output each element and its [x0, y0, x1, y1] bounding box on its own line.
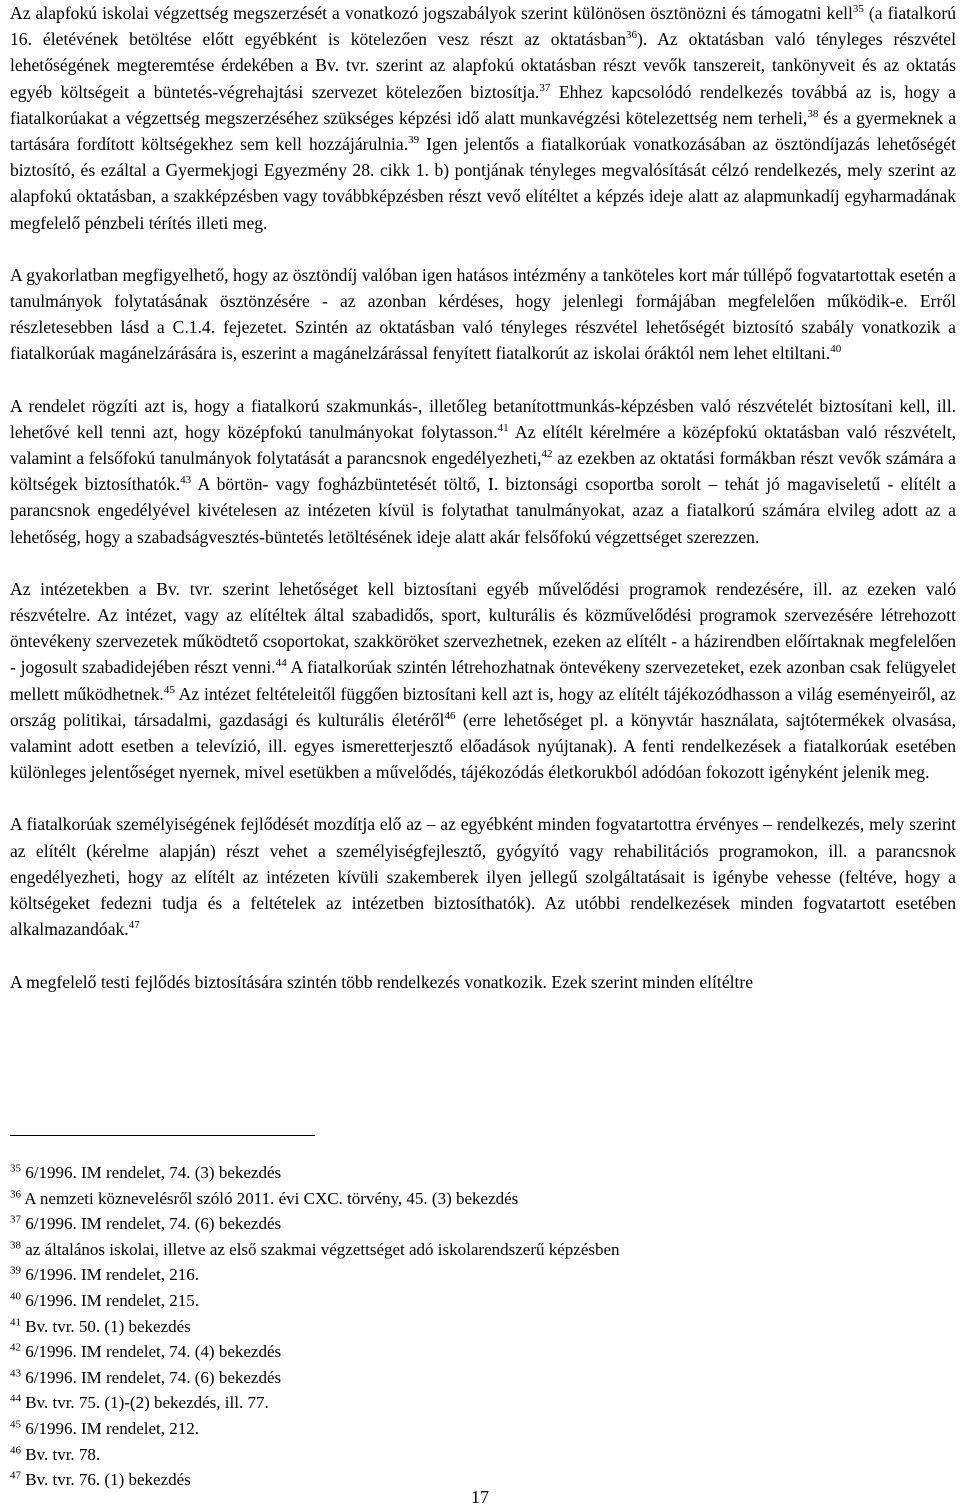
- footnote: [10, 1160, 956, 1186]
- body-text: [10, 0, 956, 995]
- page-number: 17: [471, 1487, 489, 1507]
- text-run: Az intézetekben a Bv. tvr. szerint lehetőséget kell biztosítani egyéb művelődési programok rendezésére, ill. az ezeken való részvételre. Az intézet, vagy az elítéltek által szabadidős, sport, kulturális és közművelődési programok szervezésére létrehozott öntevékeny szervezetek működtető csoportokat, szakköröket szervezhetnek, ezeken az elítélt - a házirendben előírtaknak megfelelően - jogosult szabadidejében részt venni.: [10, 578, 956, 678]
- footnote-reference: 41: [497, 421, 509, 434]
- footnote: [10, 1211, 956, 1237]
- paragraph-4: [10, 576, 956, 786]
- footnote-reference: 44: [275, 657, 287, 670]
- footnote: [10, 1390, 956, 1416]
- footnote-text: Bv. tvr. 78.: [21, 1444, 101, 1464]
- footnote-number: 42: [10, 1341, 21, 1354]
- footnote-number: 37: [10, 1213, 21, 1226]
- footnote-number: 41: [10, 1315, 21, 1328]
- text-run: ). Az oktatásban való tényleges részvétel lehetőségének megteremtése érdekében a Bv. tvr. szerint az alapfokú oktatásban részt vevők tanszereit, tankönyveit és az oktatás egyéb költségeit a büntetés-végrehajtási szervezet kötelezően biztosítja.: [10, 29, 956, 102]
- text-run: A gyakorlatban megfigyelhető, hogy az ösztöndíj valóban igen hatásos intézmény a tanköteles kort már túllépő fogvatartottak esetén a tanulmányok folytatásának ösztönzésére - az azonban kérdéses, hogy jelenlegi formájában megfelelően működik-e. Erről részletesebben lásd a C.1.4. fejezetet. Szintén az oktatásban való tényleges részvétel lehetőségét biztosító szabály vonatkozik a fiatalkorúak magánelzárására is, eszerint a magánelzárással fenyített fiatalkorút az iskolai óráktól nem lehet eltiltani.: [10, 264, 956, 364]
- paragraph-1: [10, 0, 956, 236]
- footnote-text: 6/1996. IM rendelet, 216.: [21, 1265, 199, 1285]
- footnote-number: 46: [10, 1443, 21, 1456]
- footnote-number: 44: [10, 1392, 21, 1405]
- text-run: Az intézet feltételeitől függően biztosítani kell azt is, hogy az elítélt tájékozódhasson a világ eseményeiről, az ország politikai, társadalmi, gazdasági és kulturális életéről: [10, 683, 956, 730]
- footnote: [10, 1288, 956, 1314]
- paragraph-6: [10, 969, 956, 995]
- paragraph-3: [10, 393, 956, 550]
- footnote-separator: [10, 1135, 315, 1136]
- footnote: [10, 1186, 956, 1212]
- footnote-number: 35: [10, 1162, 21, 1175]
- footnote-reference: 45: [163, 683, 175, 696]
- footnote-reference: 38: [807, 107, 819, 120]
- footnote-text: 6/1996. IM rendelet, 74. (6) bekezdés: [21, 1367, 282, 1387]
- footnote-reference: 35: [852, 3, 864, 16]
- text-run: Ehhez kapcsolódó rendelkezés továbbá az is, hogy a fiatalkorúakat a végzettség megszerzéséhez szükséges képzési idő alatt munkavégzési kötelezettség nem terheli,: [10, 81, 956, 128]
- footnote-text: 6/1996. IM rendelet, 74. (4) bekezdés: [21, 1342, 282, 1362]
- footnote: [10, 1339, 956, 1365]
- footnote-text: Bv. tvr. 75. (1)-(2) bekezdés, ill. 77.: [21, 1393, 269, 1413]
- footnote-reference: 47: [128, 919, 140, 932]
- footnote-reference: 42: [541, 448, 553, 461]
- footnote: [10, 1365, 956, 1391]
- footnote-reference: 43: [180, 474, 192, 487]
- footnote-number: 45: [10, 1418, 21, 1431]
- text-run: A megfelelő testi fejlődés biztosítására szintén több rendelkezés vonatkozik. Ezek szerint minden elítéltre: [10, 971, 754, 992]
- text-run: Igen jelentős a fiatalkorúak vonatkozásában az ösztöndíjazás lehetőségét biztosító, és ezáltal a Gyermekjogi Egyezmény 28. cikk 1. b) pontjának tényleges megvalósítását célzó rendelkezés, mely szerint az alapfokú oktatásban, a szakképzésben vagy továbbképzésben részt vevő elítéltet a képzés ideje alatt az alapmunkadíj egyharmadának megfelelő pénzbeli térítés illeti meg.: [10, 134, 956, 233]
- footnote-number: 40: [10, 1290, 21, 1303]
- text-run: Az elítélt kérelmére a középfokú oktatásban való részvételt, valamint a felsőfokú tanulmányok folytatását a parancsnok engedélyezheti,: [10, 421, 957, 469]
- footnote-number: 36: [10, 1187, 21, 1200]
- paragraph-2: [10, 262, 956, 367]
- footnote-reference: 46: [444, 710, 456, 723]
- footnotes: [10, 1160, 956, 1493]
- footnote-text: Bv. tvr. 76. (1) bekezdés: [21, 1470, 191, 1490]
- footnote-text: 6/1996. IM rendelet, 215.: [21, 1290, 199, 1310]
- text-run: Az alapfokú iskolai végzettség megszerzését a vonatkozó jogszabályok szerint különösen ösztönözni és támogatni kell: [10, 3, 853, 23]
- text-run: A fiatalkorúak szintén létrehozhatnak öntevékeny szervezeteket, ezek azonban csak felügyelet mellett működhetnek.: [10, 657, 956, 704]
- text-run: az ezekben az oktatási formákban részt vevők számára a költségek biztosíthatók.: [10, 448, 956, 495]
- text-run: A börtön- vagy fogházbüntetését töltő, I. biztonsági csoportba sorolt – tehát jó magaviseletű - elítélt a parancsnok engedélyével kivételesen az intézeten kívül is folytathat tanulmányokat, azaz a fiatalkorú számára elvileg adott az a lehetőség, hogy a szabadságvesztés-büntetés letöltésének ideje alatt akár felsőfokú végzettséget szerezzen.: [10, 474, 956, 547]
- footnote: [10, 1262, 956, 1288]
- text-run: A fiatalkorúak személyiségének fejlődését mozdítja elő az – az egyébként minden fogvatartottra érvényes – rendelkezés, mely szerint az elítélt (kérelme alapján) részt vehet a személyiségfejlesztő, gyógyító vagy rehabilitációs programokon, ill. a parancsnok engedélyezheti, hogy az elítélt az intézeten kívüli szakemberek ilyen jellegű szolgáltatásait is igénybe vehesse (feltéve, hogy a költségeket fedezni tudja és a feltételek az intézetben biztosíthatók). Az utóbbi rendelkezések minden fogvatartott esetében alkalmazandóak.: [10, 814, 956, 940]
- footnote-reference: 36: [626, 29, 637, 42]
- text-run: (erre lehetőséget pl. a könyvtár használata, sajtótermékek olvasása, valamint adott esetben a televízió, ill. egyes ismeretterjesztő előadások nyújtanak). A fenti rendelkezések a fiatalkorúak esetében különleges jelentőséget nyernek, mivel esetükben a művelődés, tájékozódás életkorukból adódóan fokozott igényként jelenik meg.: [10, 709, 957, 783]
- footnote-reference: 39: [408, 134, 420, 147]
- text-run: és a gyermeknek a tartására fordított költségekhez sem kell hozzájárulnia.: [10, 107, 957, 155]
- paragraph-5: [10, 811, 956, 942]
- footnote: [10, 1314, 956, 1340]
- footnote: [10, 1237, 956, 1263]
- footnote-number: 47: [10, 1469, 21, 1482]
- text-run: A rendelet rögzíti azt is, hogy a fiatalkorú szakmunkás-, illetőleg betanítottmunkás-képzésben való részvételét biztosítani kell, ill. lehetővé kell tenni azt, hogy középfokú tanulmányokat folytasson.: [10, 395, 956, 442]
- footnote: [10, 1416, 956, 1442]
- footnote-text: az általános iskolai, illetve az első szakmai végzettséget adó iskolarendszerű képzésben: [21, 1239, 620, 1259]
- footnote-text: Bv. tvr. 50. (1) bekezdés: [21, 1316, 191, 1336]
- text-run: (a fiatalkorú 16. életévének betöltése előtt egyébként is kötelezően vesz részt az oktatásban: [10, 3, 956, 50]
- footnote-text: A nemzeti köznevelésről szóló 2011. évi CXC. törvény, 45. (3) bekezdés: [21, 1188, 519, 1208]
- footnote-number: 43: [10, 1367, 21, 1380]
- footnote-text: 6/1996. IM rendelet, 74. (3) bekezdés: [21, 1163, 282, 1182]
- footnote-reference: 37: [539, 81, 551, 94]
- footnote-number: 39: [10, 1264, 21, 1277]
- footnote: [10, 1442, 956, 1468]
- footnote-reference: 40: [830, 343, 842, 356]
- footnote-number: 38: [10, 1239, 21, 1252]
- footnote-text: 6/1996. IM rendelet, 212.: [21, 1418, 199, 1438]
- footnote-text: 6/1996. IM rendelet, 74. (6) bekezdés: [21, 1214, 282, 1234]
